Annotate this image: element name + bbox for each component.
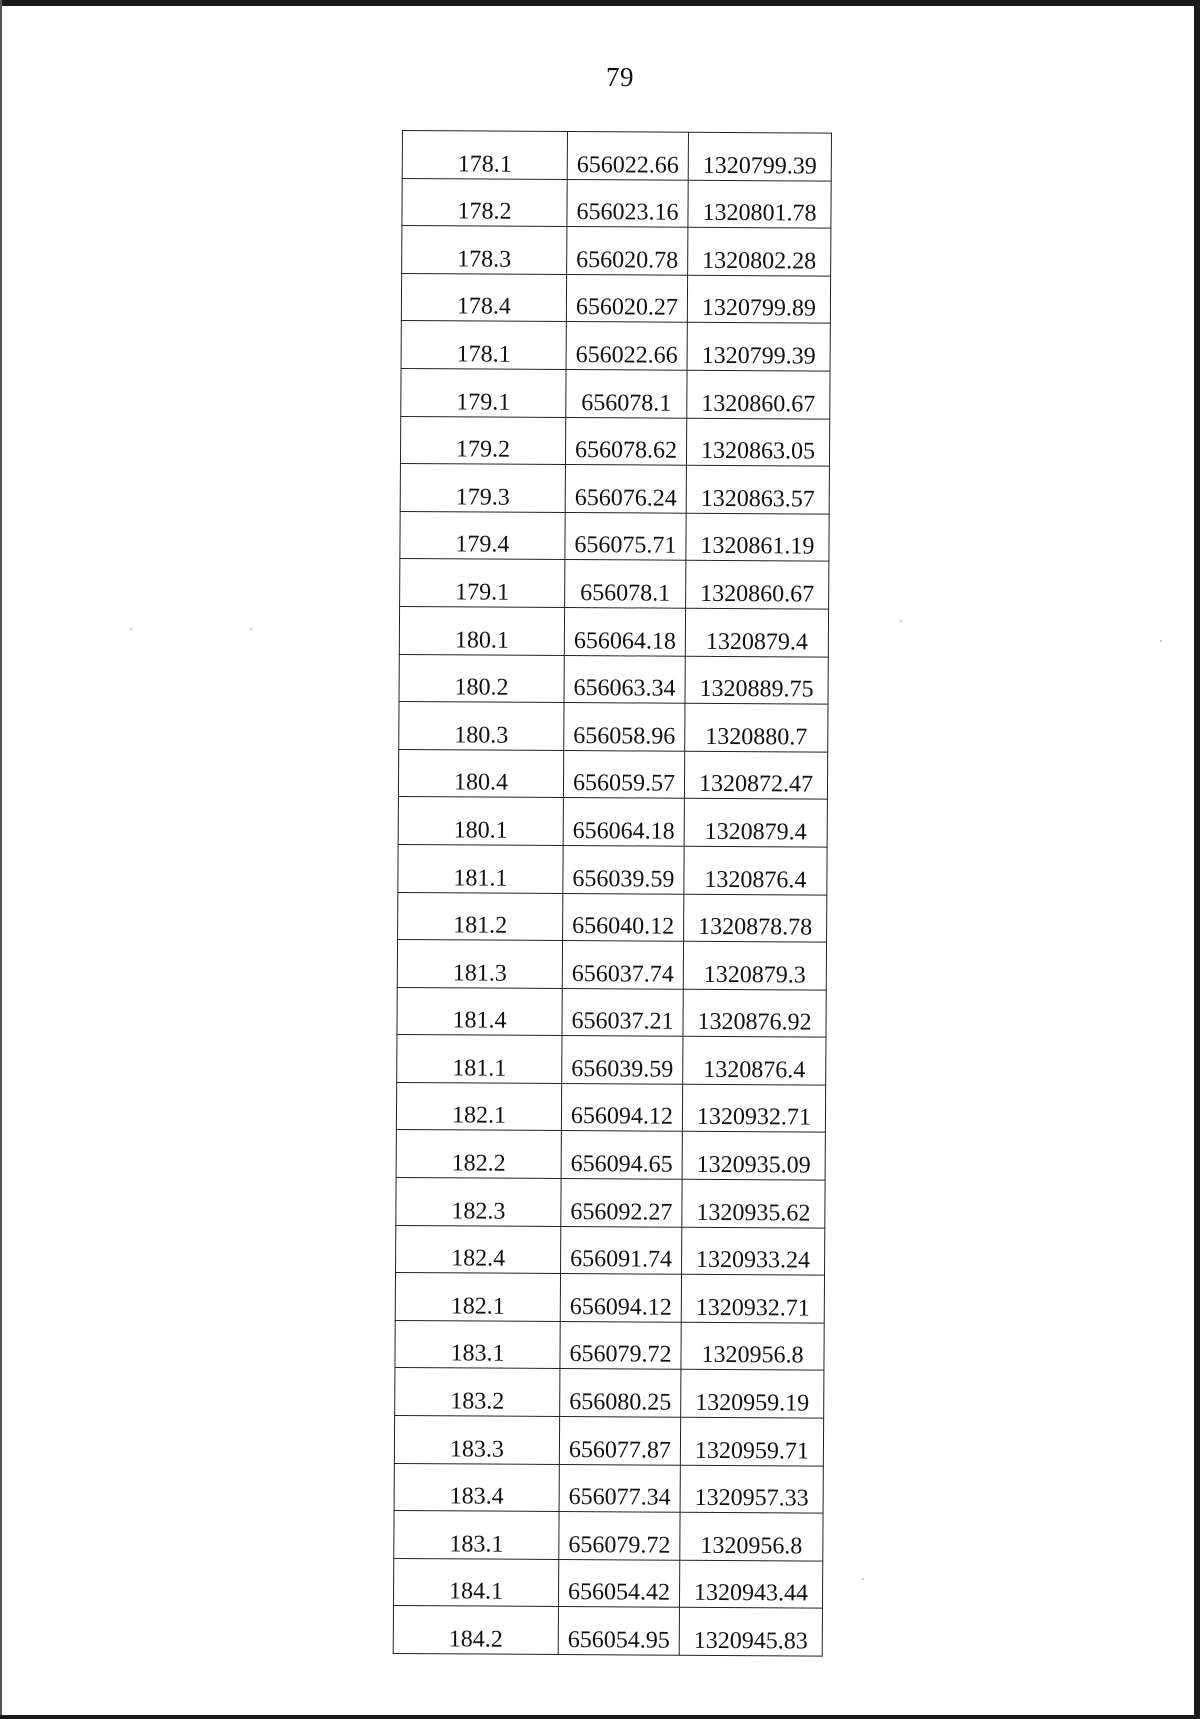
point-id-cell: 182.4 xyxy=(396,1225,561,1274)
y-coordinate-cell: 1320861.19 xyxy=(686,513,829,561)
x-coordinate-cell: 656063.34 xyxy=(564,655,685,703)
scan-border-right xyxy=(1194,0,1200,1719)
x-coordinate-cell: 656079.72 xyxy=(559,1512,680,1560)
table-row xyxy=(401,321,830,371)
point-id-cell: 179.1 xyxy=(400,559,565,608)
table-row xyxy=(393,1558,822,1608)
y-coordinate-cell: 1320935.62 xyxy=(682,1179,825,1227)
x-coordinate-cell: 656091.74 xyxy=(561,1226,682,1274)
x-coordinate-cell: 656039.59 xyxy=(562,1036,683,1084)
point-id-cell: 179.4 xyxy=(400,511,565,560)
x-coordinate-cell: 656040.12 xyxy=(563,893,684,941)
point-id-cell: 181.1 xyxy=(398,844,563,893)
point-id-cell: 180.1 xyxy=(399,606,564,655)
x-coordinate-cell: 656094.12 xyxy=(560,1274,681,1322)
y-coordinate-cell: 1320860.67 xyxy=(687,370,830,418)
y-coordinate-cell: 1320863.57 xyxy=(686,465,829,513)
table-row xyxy=(400,559,829,609)
table-row xyxy=(400,416,829,466)
page-number: 79 xyxy=(606,62,634,92)
x-coordinate-cell: 656037.21 xyxy=(562,988,683,1036)
x-coordinate-cell: 656059.57 xyxy=(563,750,684,798)
y-coordinate-cell: 1320957.33 xyxy=(680,1465,823,1513)
x-coordinate-cell: 656020.27 xyxy=(566,274,687,322)
table-row xyxy=(397,987,826,1037)
y-coordinate-cell: 1320956.8 xyxy=(681,1322,824,1370)
point-id-cell: 183.4 xyxy=(394,1463,559,1512)
point-id-cell: 181.4 xyxy=(397,987,562,1036)
scan-border-bottom xyxy=(0,1715,1200,1719)
x-coordinate-cell: 656078.1 xyxy=(565,560,686,608)
table-row xyxy=(396,1130,825,1180)
point-id-cell: 182.1 xyxy=(396,1082,561,1131)
x-coordinate-cell: 656079.72 xyxy=(560,1321,681,1369)
table-row xyxy=(402,131,831,181)
point-id-cell: 181.1 xyxy=(397,1035,562,1084)
table-row xyxy=(399,702,828,752)
y-coordinate-cell: 1320799.39 xyxy=(687,323,830,371)
x-coordinate-cell: 656077.87 xyxy=(559,1417,680,1465)
y-coordinate-cell: 1320880.7 xyxy=(685,703,828,751)
x-coordinate-cell: 656094.12 xyxy=(561,1083,682,1131)
point-id-cell: 179.3 xyxy=(400,464,565,513)
scan-speck xyxy=(900,620,902,622)
point-id-cell: 182.2 xyxy=(396,1130,561,1179)
table-row xyxy=(396,1178,825,1228)
table-row xyxy=(394,1416,823,1466)
x-coordinate-cell: 656064.18 xyxy=(564,607,685,655)
y-coordinate-cell: 1320879.4 xyxy=(685,608,828,656)
table-row xyxy=(395,1320,824,1370)
table-row xyxy=(395,1368,824,1418)
table-row xyxy=(398,844,827,894)
table-row xyxy=(400,511,829,561)
y-coordinate-cell: 1320801.78 xyxy=(688,180,831,228)
x-coordinate-cell: 656037.74 xyxy=(562,941,683,989)
table-row xyxy=(397,1035,826,1085)
y-coordinate-cell: 1320876.4 xyxy=(684,846,827,894)
y-coordinate-cell: 1320876.92 xyxy=(683,989,826,1037)
x-coordinate-cell: 656023.16 xyxy=(567,179,688,227)
table-row xyxy=(398,797,827,847)
table-row xyxy=(402,226,831,276)
x-coordinate-cell: 656020.78 xyxy=(567,227,688,275)
table-row xyxy=(397,940,826,990)
y-coordinate-cell: 1320959.71 xyxy=(680,1417,823,1465)
table-row xyxy=(401,273,830,323)
y-coordinate-cell: 1320876.4 xyxy=(683,1037,826,1085)
y-coordinate-cell: 1320889.75 xyxy=(685,656,828,704)
point-id-cell: 183.3 xyxy=(394,1416,559,1465)
x-coordinate-cell: 656039.59 xyxy=(563,845,684,893)
scan-speck xyxy=(1160,640,1162,642)
table-row xyxy=(399,606,828,656)
point-id-cell: 183.2 xyxy=(395,1368,560,1417)
coordinates-table-body xyxy=(393,131,831,1657)
y-coordinate-cell: 1320799.89 xyxy=(687,275,830,323)
table-row xyxy=(400,464,829,514)
point-id-cell: 183.1 xyxy=(394,1511,559,1560)
coordinates-table xyxy=(393,130,832,1657)
y-coordinate-cell: 1320863.05 xyxy=(686,418,829,466)
point-id-cell: 180.1 xyxy=(398,797,563,846)
y-coordinate-cell: 1320956.8 xyxy=(680,1512,823,1560)
x-coordinate-cell: 656080.25 xyxy=(560,1369,681,1417)
scan-border-top xyxy=(0,0,1200,6)
scan-border-left xyxy=(0,0,2,1719)
point-id-cell: 178.1 xyxy=(401,321,566,370)
y-coordinate-cell: 1320872.47 xyxy=(684,751,827,799)
table-row xyxy=(398,749,827,799)
point-id-cell: 182.3 xyxy=(396,1178,561,1227)
y-coordinate-cell: 1320932.71 xyxy=(681,1274,824,1322)
table-row xyxy=(402,178,831,228)
y-coordinate-cell: 1320879.4 xyxy=(684,799,827,847)
y-coordinate-cell: 1320860.67 xyxy=(686,561,829,609)
point-id-cell: 180.4 xyxy=(398,749,563,798)
point-id-cell: 181.2 xyxy=(398,892,563,941)
y-coordinate-cell: 1320933.24 xyxy=(682,1227,825,1275)
x-coordinate-cell: 656064.18 xyxy=(563,798,684,846)
x-coordinate-cell: 656022.66 xyxy=(566,322,687,370)
y-coordinate-cell: 1320945.83 xyxy=(679,1608,822,1656)
table-row xyxy=(399,654,828,704)
point-id-cell: 184.1 xyxy=(393,1558,558,1607)
y-coordinate-cell: 1320879.3 xyxy=(683,941,826,989)
point-id-cell: 180.2 xyxy=(399,654,564,703)
y-coordinate-cell: 1320802.28 xyxy=(688,227,831,275)
scan-speck xyxy=(130,628,132,630)
table-row xyxy=(398,892,827,942)
x-coordinate-cell: 656054.95 xyxy=(558,1607,679,1655)
table-row xyxy=(393,1606,822,1656)
x-coordinate-cell: 656054.42 xyxy=(558,1559,679,1607)
x-coordinate-cell: 656078.62 xyxy=(565,417,686,465)
table-row xyxy=(395,1273,824,1323)
point-id-cell: 178.1 xyxy=(402,131,567,180)
x-coordinate-cell: 656076.24 xyxy=(565,465,686,513)
y-coordinate-cell: 1320932.71 xyxy=(682,1084,825,1132)
point-id-cell: 178.3 xyxy=(402,226,567,275)
x-coordinate-cell: 656058.96 xyxy=(564,703,685,751)
scan-speck xyxy=(862,1578,864,1580)
point-id-cell: 178.4 xyxy=(401,273,566,322)
x-coordinate-cell: 656075.71 xyxy=(565,512,686,560)
point-id-cell: 178.2 xyxy=(402,178,567,227)
point-id-cell: 179.1 xyxy=(401,368,566,417)
point-id-cell: 181.3 xyxy=(397,940,562,989)
point-id-cell: 179.2 xyxy=(400,416,565,465)
table-row xyxy=(394,1463,823,1513)
x-coordinate-cell: 656078.1 xyxy=(566,369,687,417)
scan-speck xyxy=(250,628,252,630)
x-coordinate-cell: 656092.27 xyxy=(561,1179,682,1227)
y-coordinate-cell: 1320959.19 xyxy=(681,1370,824,1418)
table-row xyxy=(394,1511,823,1561)
y-coordinate-cell: 1320943.44 xyxy=(679,1560,822,1608)
y-coordinate-cell: 1320935.09 xyxy=(682,1132,825,1180)
table-row xyxy=(401,368,830,418)
table-row xyxy=(396,1225,825,1275)
x-coordinate-cell: 656094.65 xyxy=(561,1131,682,1179)
table-row xyxy=(396,1082,825,1132)
point-id-cell: 184.2 xyxy=(393,1606,558,1655)
y-coordinate-cell: 1320878.78 xyxy=(684,894,827,942)
x-coordinate-cell: 656077.34 xyxy=(559,1464,680,1512)
point-id-cell: 182.1 xyxy=(395,1273,560,1322)
x-coordinate-cell: 656022.66 xyxy=(567,132,688,180)
point-id-cell: 180.3 xyxy=(399,702,564,751)
point-id-cell: 183.1 xyxy=(395,1320,560,1369)
y-coordinate-cell: 1320799.39 xyxy=(688,132,831,180)
